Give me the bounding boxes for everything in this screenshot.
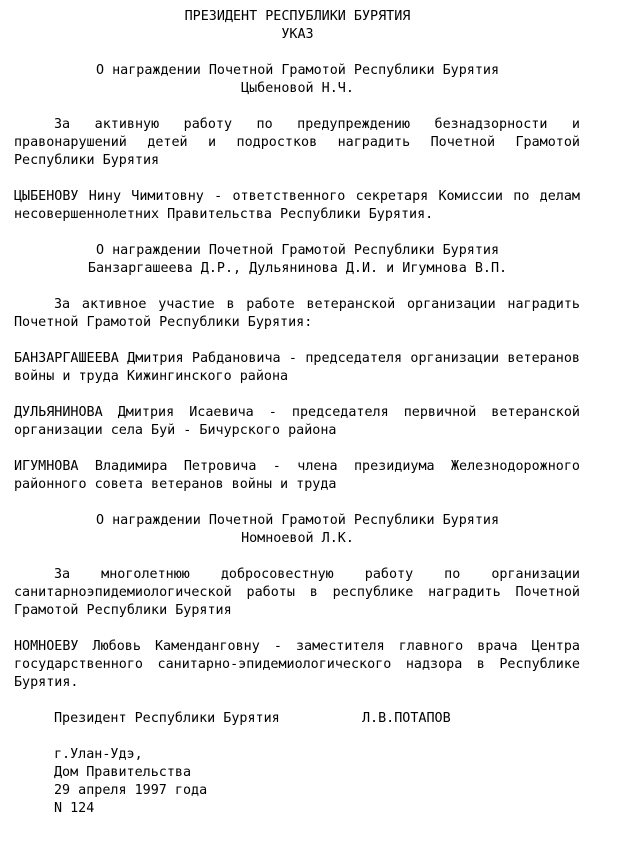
decree-title-president: ПРЕЗИДЕНТ РЕСПУБЛИКИ БУРЯТИЯ bbox=[184, 9, 411, 24]
footer-number: N 124 bbox=[54, 801, 95, 816]
section-2-person-1-line-2: войны и труда Кижингинского района bbox=[14, 369, 289, 384]
section-2-intro-line-1: За активное участие в работе ветеранской организации наградить bbox=[54, 297, 580, 312]
signature-position: Президент Республики Бурятия bbox=[54, 711, 280, 726]
section-1-intro-line-2: правонарушений детей и подростков наградить Почетной Грамотой bbox=[14, 135, 580, 150]
section-2-intro-line-2: Почетной Грамотой Республики Бурятия: bbox=[14, 315, 313, 330]
section-2-subheading: Банзаргашеева Д.Р., Дульянинова Д.И. и Игумнова В.П. bbox=[87, 261, 508, 276]
section-2-person-3-line-2: районного совета ветеранов войны и труда bbox=[14, 477, 337, 492]
section-3-intro-line-1: За многолетнюю добросовестную работу по организации bbox=[54, 567, 580, 582]
signature-name: Л.В.ПОТАПОВ bbox=[362, 711, 451, 726]
section-1-person-line-2: несовершеннолетних Правительства Республики Бурятия. bbox=[14, 207, 434, 222]
section-1-intro-line-3: Республики Бурятия bbox=[14, 153, 160, 168]
section-2-heading: О награждении Почетной Грамотой Республики Бурятия bbox=[95, 243, 500, 258]
section-2-person-2-line-1: ДУЛЬЯНИНОВА Дмитрия Исаевича - председателя первичной ветеранской bbox=[14, 405, 580, 420]
section-3-intro-line-3: Грамотой Республики Бурятия bbox=[14, 603, 232, 618]
section-2-person-3-line-1: ИГУМНОВА Владимира Петровича - члена президиума Железнодорожного bbox=[14, 459, 580, 474]
section-3-intro-line-2: санитарноэпидемиологической работы в республике наградить Почетной bbox=[14, 585, 580, 600]
section-1-heading: О награждении Почетной Грамотой Республики Бурятия bbox=[95, 63, 500, 78]
section-1-subheading: Цыбеновой Н.Ч. bbox=[241, 81, 354, 96]
footer-city: г.Улан-Удэ, bbox=[54, 747, 143, 762]
section-2-person-1-line-1: БАНЗАРГАШЕЕВА Дмитрия Рабдановича - председателя организации ветеранов bbox=[14, 351, 580, 366]
section-3-person-line-2: государственного санитарно-эпидемиологического надзора в Республике bbox=[14, 657, 580, 672]
section-3-heading: О награждении Почетной Грамотой Республики Бурятия bbox=[95, 513, 500, 528]
section-1-person-line-1: ЦЫБЕНОВУ Нину Чимитовну - ответственного секретаря Комиссии по делам bbox=[14, 189, 580, 204]
section-3-person-line-3: Бурятия. bbox=[14, 675, 79, 690]
section-3-person-line-1: НОМНОЕВУ Любовь Каменданговну - заместителя главного врача Центра bbox=[14, 639, 580, 654]
footer-place: Дом Правительства bbox=[54, 765, 192, 780]
footer-date: 29 апреля 1997 года bbox=[54, 783, 208, 798]
section-3-subheading: Номноевой Л.К. bbox=[241, 531, 354, 546]
decree-title-ukaz: УКАЗ bbox=[281, 27, 314, 42]
section-2-person-2-line-2: организации села Буй - Бичурского района bbox=[14, 423, 337, 438]
section-1-intro-line-1: За активную работу по предупреждению безнадзорности и bbox=[54, 117, 580, 132]
